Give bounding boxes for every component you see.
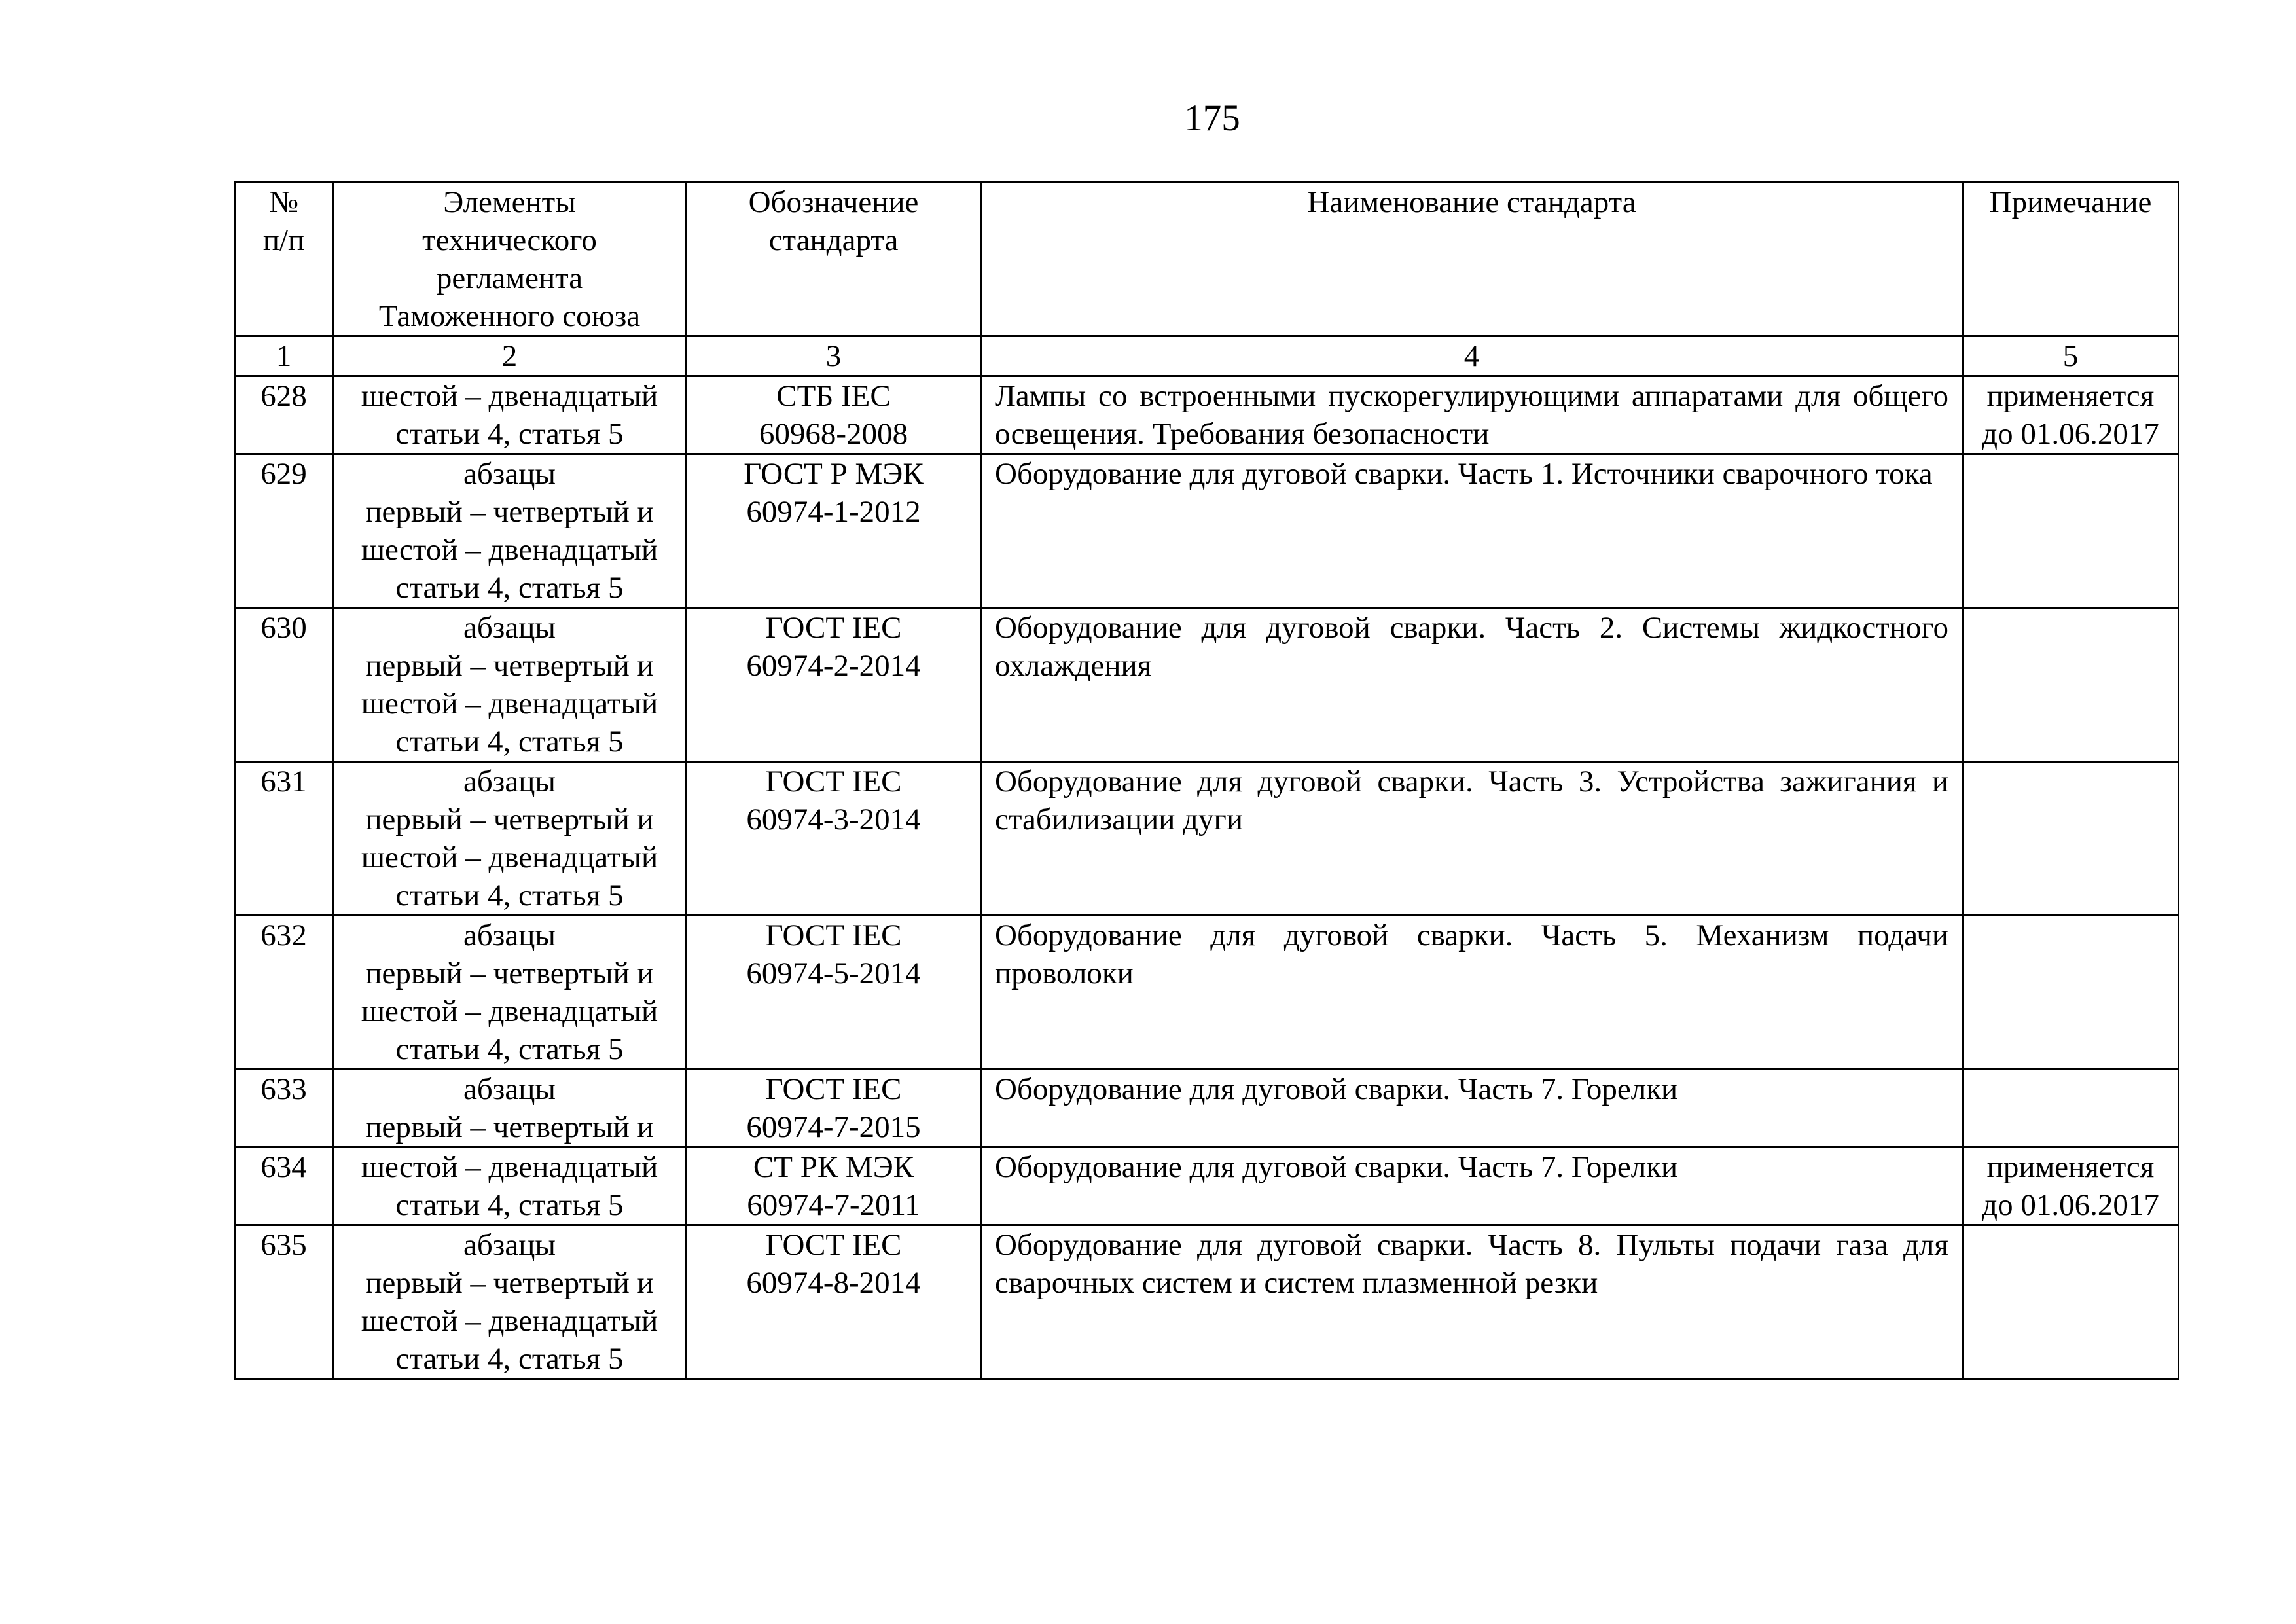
- elements-line: шестой – двенадцатый: [361, 1150, 658, 1184]
- column-number: 5: [1963, 336, 2179, 376]
- row-standard-name: Оборудование для дуговой сварки. Часть 3. Устройства зажигания и стабилизации дуги: [981, 762, 1963, 916]
- row-standard-name: Оборудование для дуговой сварки. Часть 7. Горелки: [981, 1070, 1963, 1147]
- row-elements: [333, 1070, 687, 1147]
- elements-line: абзацы: [463, 611, 556, 645]
- elements-line: абзацы: [463, 1228, 556, 1262]
- elements-line: первый – четвертый и: [365, 649, 654, 683]
- row-note: [1963, 454, 2179, 608]
- elements-line: первый – четвертый и: [365, 1266, 654, 1300]
- note-line: до 01.06.2017: [1982, 1188, 2159, 1222]
- row-designation: [687, 1147, 981, 1225]
- table-row: [235, 1225, 2179, 1379]
- row-number: 634: [235, 1147, 333, 1225]
- designation-line: 60968-2008: [759, 417, 908, 451]
- row-note: [1963, 376, 2179, 454]
- header-designation: [687, 183, 981, 336]
- elements-line: статьи 4, статья 5: [395, 571, 624, 605]
- table-row: [235, 1070, 2179, 1147]
- elements-line: первый – четвертый и: [365, 1110, 654, 1144]
- designation-line: ГОСТ IEC: [765, 611, 902, 645]
- column-numbers-row: [235, 336, 2179, 376]
- elements-line: статьи 4, статья 5: [395, 1342, 624, 1376]
- table-row: [235, 762, 2179, 916]
- row-standard-name: Оборудование для дуговой сварки. Часть 1. Источники сварочного тока: [981, 454, 1963, 608]
- designation-line: ГОСТ IEC: [765, 1228, 902, 1262]
- elements-line: шестой – двенадцатый: [361, 840, 658, 875]
- table-row: [235, 608, 2179, 762]
- header-num-line: №: [269, 185, 298, 219]
- header-elements-line: Элементы: [443, 185, 576, 219]
- table-row: [235, 1147, 2179, 1225]
- header-elements: [333, 183, 687, 336]
- elements-line: шестой – двенадцатый: [361, 994, 658, 1028]
- elements-line: шестой – двенадцатый: [361, 379, 658, 413]
- table-row: [235, 916, 2179, 1070]
- elements-line: абзацы: [463, 457, 556, 491]
- table-row: [235, 376, 2179, 454]
- designation-line: СТ РК МЭК: [753, 1150, 914, 1184]
- column-number: 4: [981, 336, 1963, 376]
- designation-line: ГОСТ IEC: [765, 1072, 902, 1106]
- elements-line: шестой – двенадцатый: [361, 687, 658, 721]
- designation-line: 60974-3-2014: [746, 803, 921, 837]
- row-elements: [333, 376, 687, 454]
- elements-line: первый – четвертый и: [365, 495, 654, 529]
- page-number: 175: [1184, 98, 1240, 139]
- header-elements-line: Таможенного союза: [378, 299, 641, 333]
- header-elements-line: технического: [422, 223, 597, 257]
- row-number: 629: [235, 454, 333, 608]
- row-note: [1963, 916, 2179, 1070]
- elements-line: первый – четвертый и: [365, 803, 654, 837]
- row-standard-name: Оборудование для дуговой сварки. Часть 2. Системы жидкостного охлаждения: [981, 608, 1963, 762]
- note-line: применяется: [1986, 1150, 2155, 1184]
- elements-line: статьи 4, статья 5: [395, 878, 624, 912]
- row-designation: [687, 1225, 981, 1379]
- row-designation: [687, 376, 981, 454]
- elements-line: статьи 4, статья 5: [395, 725, 624, 759]
- designation-line: 60974-1-2012: [746, 495, 921, 529]
- elements-line: абзацы: [463, 765, 556, 799]
- row-designation: [687, 454, 981, 608]
- row-standard-name: Лампы со встроенными пускорегулирующими аппаратами для общего освещения. Требования безопасности: [981, 376, 1963, 454]
- elements-line: статьи 4, статья 5: [395, 1032, 624, 1066]
- elements-line: статьи 4, статья 5: [395, 417, 624, 451]
- designation-line: 60974-7-2015: [746, 1110, 921, 1144]
- header-elements-line: регламента: [436, 261, 583, 295]
- row-note: [1963, 1147, 2179, 1225]
- note-line: до 01.06.2017: [1982, 417, 2159, 451]
- row-number: 628: [235, 376, 333, 454]
- header-name: [981, 183, 1963, 336]
- designation-line: ГОСТ IEC: [765, 765, 902, 799]
- column-number: 1: [235, 336, 333, 376]
- elements-line: абзацы: [463, 1072, 556, 1106]
- row-note: [1963, 762, 2179, 916]
- table-header-row: [235, 183, 2179, 336]
- header-designation-line: стандарта: [768, 223, 899, 257]
- row-elements: [333, 762, 687, 916]
- header-name-line: Наименование стандарта: [1307, 185, 1636, 219]
- designation-line: 60974-7-2011: [747, 1188, 920, 1222]
- elements-line: первый – четвертый и: [365, 956, 654, 990]
- row-elements: [333, 454, 687, 608]
- designation-line: 60974-8-2014: [746, 1266, 921, 1300]
- elements-line: шестой – двенадцатый: [361, 533, 658, 567]
- standards-table: [234, 181, 2179, 1380]
- designation-line: СТБ IEC: [776, 379, 891, 413]
- row-number: 635: [235, 1225, 333, 1379]
- row-note: [1963, 608, 2179, 762]
- table-row: [235, 454, 2179, 608]
- designation-line: 60974-5-2014: [746, 956, 921, 990]
- row-number: 631: [235, 762, 333, 916]
- row-standard-name: Оборудование для дуговой сварки. Часть 8. Пульты подачи газа для сварочных систем и систем плазменной резки: [981, 1225, 1963, 1379]
- designation-line: ГОСТ Р МЭК: [744, 457, 924, 491]
- row-note: [1963, 1225, 2179, 1379]
- row-note: [1963, 1070, 2179, 1147]
- row-standard-name: Оборудование для дуговой сварки. Часть 7. Горелки: [981, 1147, 1963, 1225]
- header-num-line: п/п: [262, 223, 305, 257]
- row-designation: [687, 916, 981, 1070]
- row-number: 633: [235, 1070, 333, 1147]
- row-designation: [687, 608, 981, 762]
- header-num: [235, 183, 333, 336]
- row-designation: [687, 762, 981, 916]
- row-elements: [333, 916, 687, 1070]
- designation-line: ГОСТ IEC: [765, 918, 902, 952]
- header-designation-line: Обозначение: [748, 185, 919, 219]
- row-number: 630: [235, 608, 333, 762]
- column-number: 3: [687, 336, 981, 376]
- note-line: применяется: [1986, 379, 2155, 413]
- designation-line: 60974-2-2014: [746, 649, 921, 683]
- row-designation: [687, 1070, 981, 1147]
- row-number: 632: [235, 916, 333, 1070]
- column-number: 2: [333, 336, 687, 376]
- row-elements: [333, 1225, 687, 1379]
- row-elements: [333, 608, 687, 762]
- row-standard-name: Оборудование для дуговой сварки. Часть 5. Механизм подачи проволоки: [981, 916, 1963, 1070]
- header-note: [1963, 183, 2179, 336]
- elements-line: статьи 4, статья 5: [395, 1188, 624, 1222]
- row-elements: [333, 1147, 687, 1225]
- elements-line: шестой – двенадцатый: [361, 1304, 658, 1338]
- elements-line: абзацы: [463, 918, 556, 952]
- header-note-line: Примечание: [1989, 185, 2152, 219]
